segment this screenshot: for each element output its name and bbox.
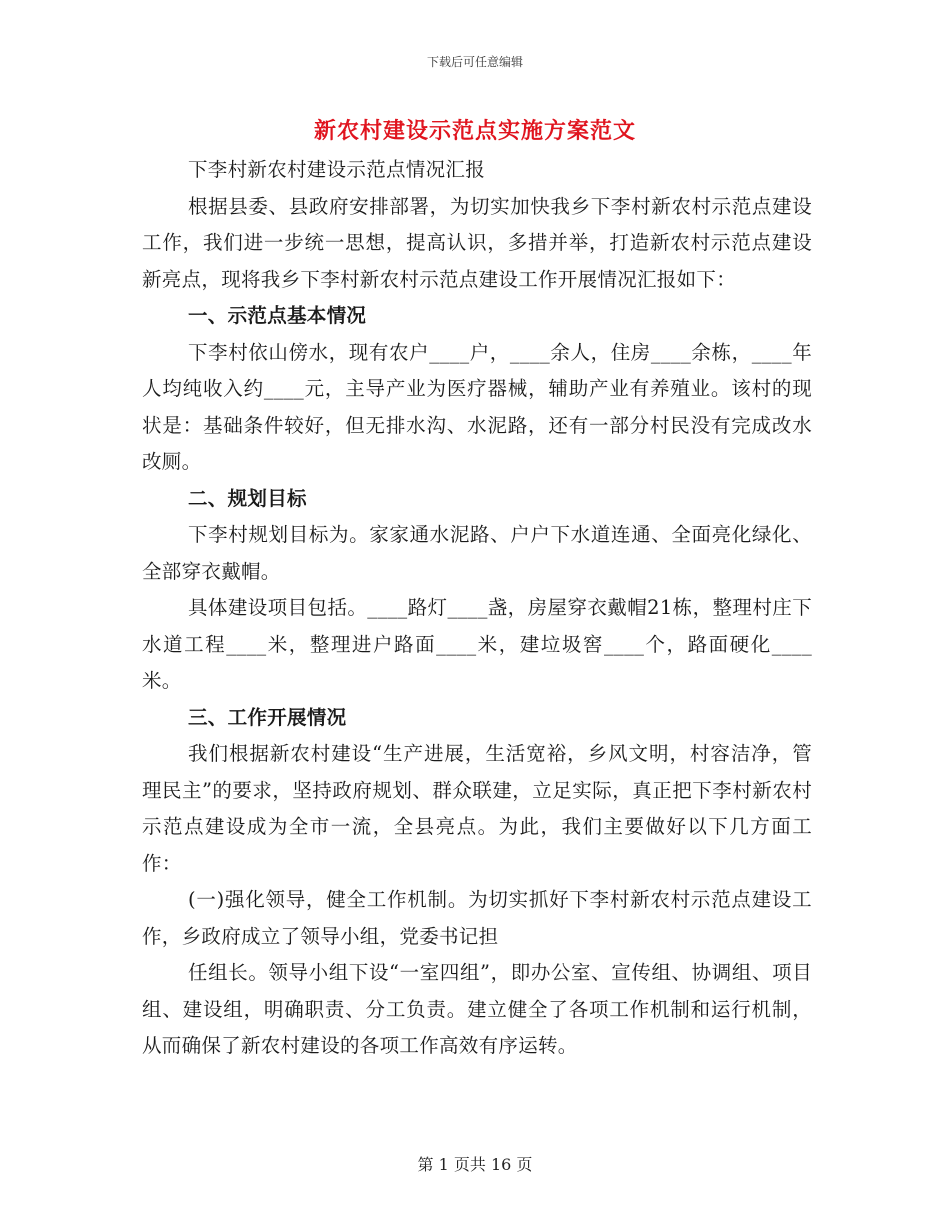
section-3-paragraph-intro: 我们根据新农村建设“生产进展，生活宽裕，乡风文明，村容洁净，管理民主”的要求，坚持政府规划、群众联建，立足实际，真正把下李村新农村示范点建设成为全市一流，全县亮点。为此，我们主要做好以下几方面工作： [142,742,812,875]
section-1-heading: 一、示范点基本情况 [188,304,367,327]
page-number: 第 1 页共 16 页 [417,1155,533,1174]
header-note: 下载后可任意编辑 [426,55,523,69]
section-2-paragraph-projects: 具体建设项目包括。____路灯____盏，房屋穿衣戴帽21栋，整理村庄下水道工程____米，整理进户路面____米，建垃圾窖____个，路面硬化____米。 [142,596,812,692]
intro-paragraph: 根据县委、县政府安排部署，为切实加快我乡下李村新农村示范点建设工作，我们进一步统一思想，提高认识，多措并举，打造新农村示范点建设新亮点，现将我乡下李村新农村示范点建设工作开展情况汇报如下： [142,194,812,291]
document-body [142,152,812,1065]
section-1-paragraph: 下李村依山傍水，现有农户____户，____余人，住房____余栋，____年人均纯收入约____元，主导产业为医疗器械，辅助产业有养殖业。该村的现状是：基础条件较好，但无排水沟、水泥路，还有一部分村民没有完成改水改厕。 [142,340,813,473]
section-3-paragraph-leadership: (一)强化领导，健全工作机制。为切实抓好下李村新农村示范点建设工作，乡政府成立了领导小组，党委书记担 [142,888,812,948]
subtitle-line: 下李村新农村建设示范点情况汇报 [188,158,486,181]
section-2-paragraph-goals: 下李村规划目标为。家家通水泥路、户户下水道连通、全面亮化绿化、全部穿衣戴帽。 [142,523,812,583]
section-3-heading: 三、工作开展情况 [188,705,347,729]
section-3-paragraph-mechanism: 任组长。领导小组下设“一室四组”，即办公室、宣传组、协调组、项目组、建设组，明确职责、分工负责。建立健全了各项工作机制和运行机制，从而确保了新农村建设的各项工作高效有序运转。 [142,961,812,1057]
section-2-heading: 二、规划目标 [188,486,307,510]
document-title: 新农村建设示范点实施方案范文 [313,118,636,144]
